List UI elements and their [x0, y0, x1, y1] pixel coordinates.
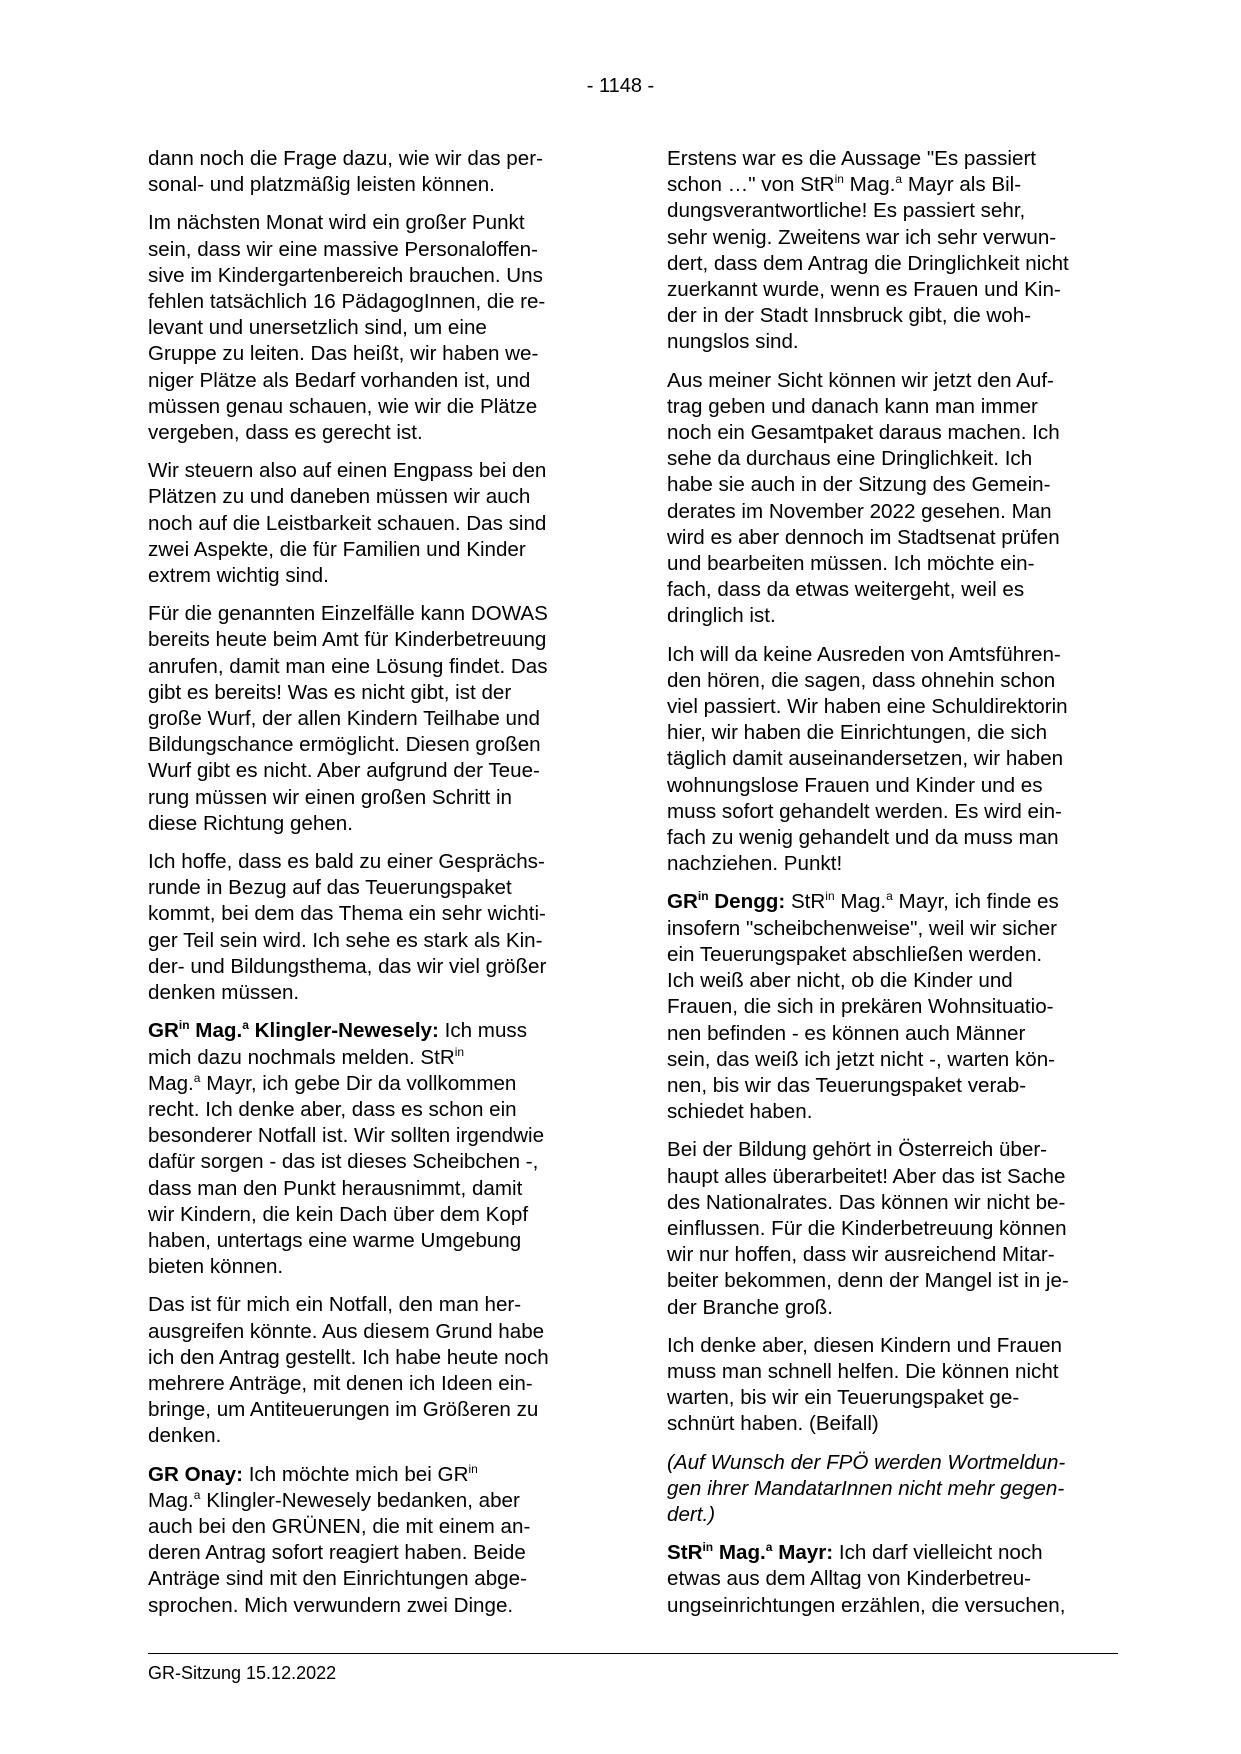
text-line: [667, 303, 1116, 329]
text-run: vergeben, dass es gerecht ist.: [148, 421, 423, 445]
text-run: schnürt haben. (Beifall): [667, 1412, 879, 1436]
text-line: [148, 563, 597, 589]
text-line: [148, 237, 597, 263]
text-run: gen ihrer MandatarInnen nicht mehr gegen-: [667, 1476, 1065, 1500]
text-run: Ich möchte mich bei GR: [242, 1462, 469, 1486]
text-line: [667, 172, 1116, 198]
text-line: [148, 1319, 597, 1345]
text-run: insofern "scheibchenweise", weil wir sicher: [667, 916, 1058, 940]
text-line: [667, 1593, 1116, 1619]
text-run: Gruppe zu leiten. Das heißt, wir haben we-: [148, 342, 539, 366]
paragraph: [667, 1333, 1116, 1438]
text-run: sein, dass wir eine massive Personaloffen-: [148, 237, 538, 261]
text-run: sein, das weiß ich jetzt nicht -, warten kön-: [667, 1047, 1056, 1071]
text-run: Ich muss: [438, 1019, 527, 1043]
paragraph: [667, 889, 1116, 1125]
superscript: a: [886, 889, 893, 904]
text-run: haupt alles überarbeitet! Aber das ist Sache: [667, 1164, 1066, 1188]
text-run: Ich darf vielleicht noch: [833, 1541, 1043, 1565]
text-line: [667, 916, 1116, 942]
text-run: denken müssen.: [148, 981, 300, 1005]
text-run: Anträge sind mit den Einrichtungen abge-: [148, 1567, 527, 1591]
text-line: [148, 1176, 597, 1202]
superscript: in: [178, 1018, 190, 1033]
text-line: [148, 758, 597, 784]
text-run: schon …" von StR: [667, 173, 835, 197]
paragraph: [148, 849, 597, 1006]
text-run: der Branche groß.: [667, 1295, 833, 1319]
footer-session-date: GR-Sitzung 15.12.2022: [148, 1663, 337, 1683]
text-line: [148, 341, 597, 367]
text-line: [667, 420, 1116, 446]
text-line: [148, 537, 597, 563]
text-line: [148, 484, 597, 510]
text-run: trag geben und danach kann man immer: [667, 394, 1038, 418]
text-run: Mayr, ich finde es: [892, 890, 1059, 914]
text-line: [667, 1073, 1116, 1099]
text-run: Dengg:: [708, 890, 786, 914]
text-line: [148, 1397, 597, 1423]
text-line: [667, 1502, 1116, 1528]
text-run: etwas aus dem Alltag von Kinderbetreu-: [667, 1567, 1032, 1591]
text-run: Mag.: [148, 1488, 194, 1512]
superscript: in: [702, 1540, 714, 1555]
text-line: [148, 1123, 597, 1149]
text-run: fach, dass da etwas weitergeht, weil es: [667, 578, 1025, 602]
text-run: fach zu wenig gehandelt und da muss man: [667, 826, 1059, 850]
text-run: Mag.: [713, 1541, 766, 1565]
text-line: [148, 811, 597, 837]
text-run: zwei Aspekte, die für Familien und Kinder: [148, 537, 526, 561]
text-line: [667, 1540, 1116, 1566]
text-run: schiedet haben.: [667, 1100, 813, 1124]
text-run: runde in Bezug auf das Teuerungspaket: [148, 876, 512, 900]
text-run: Mayr als Bil-: [902, 173, 1022, 197]
text-line: [667, 251, 1116, 277]
text-run: wir Kindern, die kein Dach über dem Kopf: [148, 1202, 529, 1226]
text-run: Das ist für mich ein Notfall, den man her-: [148, 1293, 522, 1317]
text-run: mehrere Anträge, mit denen ich Ideen ein-: [148, 1371, 533, 1395]
text-line: [667, 577, 1116, 603]
text-line: [148, 785, 597, 811]
text-run: Bildungschance ermöglicht. Diesen großen: [148, 733, 541, 757]
text-line: [667, 198, 1116, 224]
text-run: ungseinrichtungen erzählen, die versuchen,: [667, 1593, 1066, 1617]
text-run: Mag.: [148, 1071, 194, 1095]
text-run: sehr wenig. Zweitens war ich sehr verwun-: [667, 225, 1057, 249]
text-line: [667, 603, 1116, 629]
text-line: [667, 1476, 1116, 1502]
text-line: [667, 746, 1116, 772]
text-line: [667, 1450, 1116, 1476]
text-run: recht. Ich denke aber, dass es schon ein: [148, 1097, 517, 1121]
text-line: [148, 1071, 597, 1097]
text-run: dann noch die Frage dazu, wie wir das per-: [148, 147, 543, 170]
text-run: besonderer Notfall ist. Wir sollten irgendwie: [148, 1124, 545, 1148]
text-line: [148, 368, 597, 394]
text-run: Aus meiner Sicht können wir jetzt den Auf-: [667, 368, 1054, 392]
text-run: haben, untertags eine warme Umgebung: [148, 1228, 522, 1252]
text-line: [667, 1216, 1116, 1242]
text-run: müssen genau schauen, wie wir die Plätze: [148, 394, 538, 418]
text-line: [148, 654, 597, 680]
text-run: Wir steuern also auf einen Engpass bei den: [148, 459, 547, 483]
text-run: viel passiert. Wir haben eine Schuldirektorin: [667, 695, 1068, 719]
text-line: [148, 1345, 597, 1371]
text-line: [148, 1593, 597, 1619]
text-line: [148, 680, 597, 706]
text-run: Mag.: [834, 890, 887, 914]
paragraph: [148, 458, 597, 589]
text-line: [667, 773, 1116, 799]
text-line: [667, 1047, 1116, 1073]
text-line: [148, 146, 597, 172]
text-run: auch bei den GRÜNEN, die mit einem an-: [148, 1514, 531, 1538]
text-run: Klingler-Newesely:: [248, 1019, 439, 1043]
text-run: dafür sorgen - das ist dieses Scheibchen -,: [148, 1150, 539, 1174]
text-run: bringe, um Antiteuerungen im Größeren zu: [148, 1398, 539, 1422]
paragraph: [148, 1292, 597, 1449]
text-run: levant und unersetzlich sind, um eine: [148, 316, 487, 340]
text-run: ich den Antrag gestellt. Ich habe heute noch: [148, 1345, 549, 1369]
text-line: [667, 146, 1116, 172]
text-run: Bei der Bildung gehört in Österreich über-: [667, 1138, 1048, 1162]
text-run: dringlich ist.: [667, 604, 776, 628]
paragraph: [667, 1450, 1116, 1529]
text-run: dert, dass dem Antrag die Dringlichkeit nicht: [667, 251, 1069, 275]
superscript: in: [454, 1044, 465, 1059]
paragraph: [148, 146, 597, 198]
text-line: [148, 627, 597, 653]
text-line: [148, 1097, 597, 1123]
text-run: anrufen, damit man eine Lösung findet. Das: [148, 654, 548, 678]
text-run: kommt, bei dem das Thema ein sehr wichti-: [148, 902, 546, 926]
text-line: [148, 289, 597, 315]
text-line: [667, 499, 1116, 525]
paragraph: [667, 368, 1116, 630]
page-number: - 1148 -: [586, 75, 655, 97]
text-run: rung müssen wir einen großen Schritt in: [148, 785, 512, 809]
text-run: GR: [148, 1019, 179, 1043]
text-run: muss sofort gehandelt werden. Es wird ein-: [667, 799, 1062, 823]
text-line: [148, 1254, 597, 1280]
text-line: [667, 368, 1116, 394]
text-line: [667, 551, 1116, 577]
text-line: [148, 1540, 597, 1566]
text-run: GR Onay:: [148, 1462, 243, 1486]
text-run: ger Teil sein wird. Ich sehe es stark als Kin-: [148, 928, 543, 952]
text-line: [667, 1242, 1116, 1268]
text-line: [148, 954, 597, 980]
text-line: [667, 720, 1116, 746]
text-run: nen, bis wir das Teuerungspaket verab-: [667, 1073, 1027, 1097]
text-line: [667, 694, 1116, 720]
text-line: [148, 1566, 597, 1592]
text-line: [667, 889, 1116, 915]
text-line: [148, 1292, 597, 1318]
text-run: gibt es bereits! Was es nicht gibt, ist der: [148, 680, 512, 704]
superscript: a: [895, 172, 903, 187]
paragraph: [667, 1540, 1116, 1619]
paragraph: [667, 642, 1116, 878]
text-line: [667, 394, 1116, 420]
text-run: dert.): [667, 1502, 716, 1526]
text-run: Ich weiß aber nicht, ob die Kinder und: [667, 969, 1013, 993]
text-line: [148, 458, 597, 484]
text-run: wohnungslose Frauen und Kinder und es: [667, 773, 1043, 797]
superscript: a: [193, 1070, 201, 1085]
text-line: [667, 1295, 1116, 1321]
text-run: ein Teuerungspaket abschließen werden.: [667, 942, 1043, 966]
text-line: [148, 511, 597, 537]
text-line: [148, 420, 597, 446]
text-run: Mayr, ich gebe Dir da vollkommen: [200, 1071, 517, 1095]
text-line: [148, 601, 597, 627]
text-run: nungslos sind.: [667, 330, 799, 354]
paragraph: [148, 1462, 597, 1619]
text-line: [667, 642, 1116, 668]
text-line: [667, 1359, 1116, 1385]
text-line: [667, 942, 1116, 968]
text-line: [148, 1488, 597, 1514]
text-line: [148, 1228, 597, 1254]
text-line: [148, 1371, 597, 1397]
text-run: Mag.: [189, 1019, 243, 1043]
text-line: [667, 968, 1116, 994]
text-line: [667, 825, 1116, 851]
text-run: denken.: [148, 1424, 222, 1448]
text-line: [148, 849, 597, 875]
text-line: [667, 1333, 1116, 1359]
superscript: a: [242, 1018, 249, 1033]
text-run: muss man schnell helfen. Die können nicht: [667, 1359, 1059, 1383]
text-line: [148, 1018, 597, 1044]
left-column: [148, 146, 597, 1631]
text-run: bieten können.: [148, 1255, 284, 1279]
superscript: in: [468, 1461, 478, 1476]
text-line: [667, 799, 1116, 825]
text-run: Frauen, die sich in prekären Wohnsituatio-: [667, 995, 1054, 1019]
text-line: [148, 732, 597, 758]
text-run: diese Richtung gehen.: [148, 811, 353, 835]
superscript: in: [834, 172, 844, 187]
text-line: [667, 446, 1116, 472]
text-run: Klingler-Newesely bedanken, aber: [200, 1488, 520, 1512]
superscript: a: [765, 1540, 773, 1555]
text-run: StR: [667, 1541, 703, 1565]
footer-divider: [148, 1653, 1118, 1654]
text-line: [148, 1462, 597, 1488]
text-line: [667, 1099, 1116, 1125]
text-line: [148, 210, 597, 236]
text-line: [148, 263, 597, 289]
text-run: sive im Kindergartenbereich brauchen. Uns: [148, 263, 543, 287]
text-line: [148, 1423, 597, 1449]
text-run: große Wurf, der allen Kindern Teilhabe und: [148, 707, 540, 731]
right-column: [667, 146, 1116, 1631]
text-line: [667, 668, 1116, 694]
text-run: hier, wir haben die Einrichtungen, die sich: [667, 721, 1048, 745]
text-line: [148, 706, 597, 732]
superscript: in: [697, 889, 709, 904]
text-line: [148, 928, 597, 954]
text-line: [667, 1385, 1116, 1411]
text-run: Wurf gibt es nicht. Aber aufgrund der Teue-: [148, 759, 540, 783]
text-line: [148, 1045, 597, 1071]
text-line: [148, 1514, 597, 1540]
text-line: [667, 1411, 1116, 1437]
text-run: des Nationalrates. Das können wir nicht be-: [667, 1190, 1066, 1214]
text-run: mich dazu nochmals melden. StR: [148, 1045, 455, 1069]
text-run: der- und Bildungsthema, das wir viel größer: [148, 954, 547, 978]
text-run: beiter bekommen, denn der Mangel ist in je-: [667, 1269, 1069, 1293]
text-line: [148, 394, 597, 420]
text-run: Erstens war es die Aussage "Es passiert: [667, 147, 1037, 170]
text-run: Ich will da keine Ausreden von Amtsführen-: [667, 642, 1061, 666]
text-run: Für die genannten Einzelfälle kann DOWAS: [148, 602, 548, 626]
text-line: [667, 1137, 1116, 1163]
text-line: [667, 329, 1116, 355]
text-run: Plätzen zu und daneben müssen wir auch: [148, 485, 531, 509]
text-run: noch auf die Leistbarkeit schauen. Das sind: [148, 511, 547, 535]
text-line: [667, 851, 1116, 877]
text-run: Ich hoffe, dass es bald zu einer Gesprächs-: [148, 850, 545, 874]
text-run: sprochen. Mich verwundern zwei Dinge.: [148, 1593, 514, 1617]
text-run: dass man den Punkt herausnimmt, damit: [148, 1176, 523, 1200]
text-run: Mag.: [843, 173, 896, 197]
text-run: dungsverantwortliche! Es passiert sehr,: [667, 199, 1026, 223]
text-run: deren Antrag sofort reagiert haben. Beide: [148, 1541, 526, 1565]
text-run: noch ein Gesamtpaket daraus machen. Ich: [667, 421, 1060, 445]
text-line: [667, 225, 1116, 251]
text-run: Im nächsten Monat wird ein großer Punkt: [148, 211, 525, 235]
text-run: Ich denke aber, diesen Kindern und Frauen: [667, 1333, 1062, 1357]
text-run: wird es aber dennoch im Stadtsenat prüfen: [667, 525, 1060, 549]
text-run: den hören, die sagen, dass ohnehin schon: [667, 668, 1056, 692]
text-run: einflussen. Für die Kinderbetreuung können: [667, 1216, 1067, 1240]
text-run: ausgreifen könnte. Aus diesem Grund habe: [148, 1319, 545, 1343]
text-run: niger Plätze als Bedarf vorhanden ist, und: [148, 368, 531, 392]
text-run: der in der Stadt Innsbruck gibt, die woh-: [667, 304, 1032, 328]
text-run: nachziehen. Punkt!: [667, 852, 843, 876]
text-line: [148, 980, 597, 1006]
text-line: [667, 525, 1116, 551]
text-line: [667, 277, 1116, 303]
text-run: GR: [667, 890, 698, 914]
text-line: [148, 901, 597, 927]
paragraph: [667, 1137, 1116, 1320]
text-line: [148, 172, 597, 198]
superscript: a: [193, 1487, 201, 1502]
text-run: derates im November 2022 gesehen. Man: [667, 499, 1052, 523]
text-line: [667, 1268, 1116, 1294]
paragraph: [148, 210, 597, 446]
text-run: (Auf Wunsch der FPÖ werden Wortmeldun-: [667, 1450, 1066, 1474]
text-run: sehe da durchaus eine Dringlichkeit. Ich: [667, 447, 1033, 471]
paragraph: [148, 1018, 597, 1280]
text-run: bereits heute beim Amt für Kinderbetreuung: [148, 628, 547, 652]
text-line: [667, 994, 1116, 1020]
text-line: [667, 1021, 1116, 1047]
text-run: nen befinden - es können auch Männer: [667, 1021, 1026, 1045]
text-run: zuerkannt wurde, wenn es Frauen und Kin-: [667, 278, 1061, 302]
text-line: [667, 472, 1116, 498]
text-line: [667, 1566, 1116, 1592]
text-run: StR: [785, 890, 826, 914]
text-run: und bearbeiten müssen. Ich möchte ein-: [667, 552, 1035, 576]
paragraph: [148, 601, 597, 837]
text-line: [667, 1190, 1116, 1216]
text-run: wir nur hoffen, dass wir ausreichend Mitar-: [667, 1243, 1055, 1267]
text-run: sonal- und platzmäßig leisten können.: [148, 173, 495, 197]
superscript: in: [825, 889, 835, 904]
text-run: extrem wichtig sind.: [148, 564, 329, 588]
text-run: habe sie auch in der Sitzung des Gemein-: [667, 473, 1051, 497]
text-line: [148, 875, 597, 901]
paragraph: [667, 146, 1116, 356]
text-run: warten, bis wir ein Teuerungspaket ge-: [667, 1386, 1020, 1410]
text-run: täglich damit auseinandersetzen, wir haben: [667, 747, 1064, 771]
text-run: Mayr:: [772, 1541, 834, 1565]
text-run: fehlen tatsächlich 16 PädagogInnen, die re-: [148, 290, 546, 314]
text-line: [667, 1164, 1116, 1190]
text-line: [148, 1202, 597, 1228]
text-line: [148, 1149, 597, 1175]
text-line: [148, 315, 597, 341]
